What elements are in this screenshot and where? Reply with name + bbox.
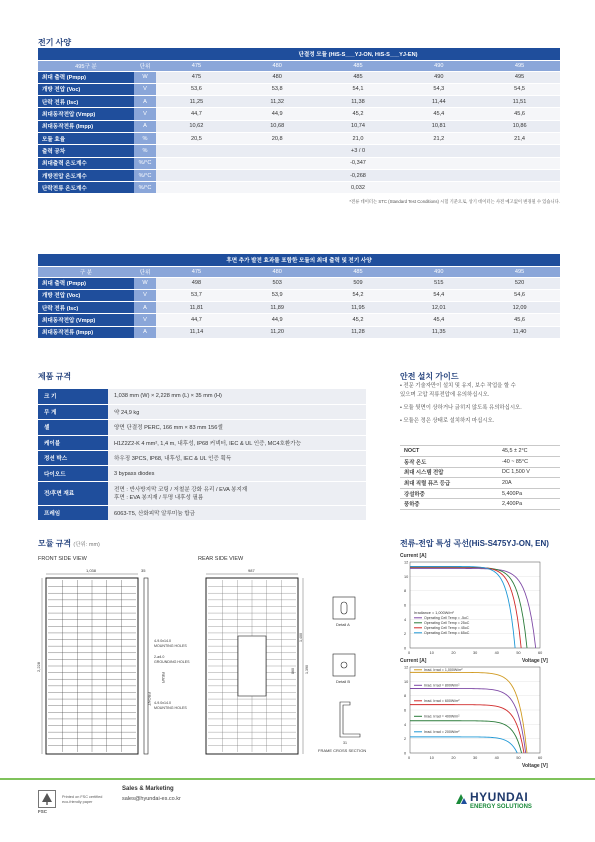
row-value: 520: [479, 277, 560, 289]
svg-text:35: 35: [141, 568, 146, 573]
hyundai-logo: [454, 790, 564, 818]
row-value: 53,7: [156, 289, 237, 301]
col-label: 495구 분: [38, 60, 134, 71]
legend-entry: Irrad. Irrad = 800W/m²: [424, 683, 460, 688]
x-tick-label: 40: [494, 756, 499, 760]
row-value: 10,81: [398, 120, 479, 132]
row-unit: %: [134, 132, 156, 144]
row-label: 개방전압 온도계수: [38, 169, 134, 181]
spec-row: [38, 481, 366, 505]
safety-value: 5,400Pa: [498, 488, 560, 499]
row-value: 53,8: [237, 83, 318, 95]
row-value: 11,25: [156, 96, 237, 108]
safety-row: [400, 467, 560, 478]
row-value: 45,2: [318, 108, 399, 120]
svg-text:Detail B: Detail B: [336, 679, 351, 684]
iv-curve: [410, 568, 536, 648]
row-value: 20,8: [237, 132, 318, 144]
table-row: [38, 277, 560, 289]
x-tick-label: 50: [516, 651, 521, 655]
row-unit: A: [134, 326, 156, 338]
row-value: 11,14: [156, 326, 237, 338]
svg-text:4-9.0x14.0: 4-9.0x14.0: [154, 639, 171, 643]
row-label: 최대동작전류 (Impp): [38, 326, 134, 338]
y-tick-label: 8: [404, 694, 407, 699]
frame-cross-section: [318, 702, 366, 753]
svg-text:2,228: 2,228: [36, 661, 41, 672]
row-value: 45,6: [479, 314, 560, 326]
y-tick-label: 12: [404, 665, 409, 670]
table-row: [38, 169, 560, 181]
y-tick-label: 10: [404, 574, 409, 579]
x-tick-label: 40: [494, 651, 499, 655]
stc-note: *전류 데이터는 STC (Standard Test Conditions) 시험 기준으로, 상기 데이터는 사전 예고없이 변경될 수 있습니다.: [349, 199, 560, 205]
row-value: 10,86: [479, 120, 560, 132]
row-value: 11,95: [318, 302, 399, 314]
row-unit: A: [134, 302, 156, 314]
svg-text:GROUNDING HOLES: GROUNDING HOLES: [154, 660, 190, 664]
row-label: 단락전류 온도계수: [38, 182, 134, 194]
safety-key: NOCT: [400, 446, 498, 457]
svg-text:1,400: 1,400: [299, 633, 303, 642]
table-row: [38, 182, 560, 194]
svg-text:MOUNTING HOLES: MOUNTING HOLES: [154, 706, 187, 710]
row-value: 45,4: [398, 108, 479, 120]
row-value: 509: [318, 277, 399, 289]
row-unit: V: [134, 108, 156, 120]
row-unit: %/°C: [134, 157, 156, 169]
svg-text:987: 987: [248, 568, 255, 573]
power-col-header: 480: [237, 60, 318, 71]
guide-item: • 모듈 뒷면이 상하거나 긁히지 않도록 유의하십시오.: [400, 405, 522, 411]
row-label: 최대동작전류 (Impp): [38, 120, 134, 132]
spec-key: 케이블: [38, 435, 108, 450]
bifacial-header: 후면 추가 발전 효과를 포함한 모듈의 최대 출력 및 전기 사양: [38, 254, 560, 266]
guide-item: • 모듈은 정은 상태로 설치하지 마십시오.: [400, 418, 495, 424]
row-value: 10,74: [318, 120, 399, 132]
guide-item: 있으며 고압 직류전압에 유의하십시오.: [400, 392, 490, 398]
x-tick-label: 60: [538, 651, 543, 655]
row-value: 495: [479, 71, 560, 83]
legend-entry: Irrad. Irrad = 200W/m²: [424, 730, 460, 734]
power-col-header: 495: [479, 266, 560, 277]
safety-key: 풍하중: [400, 499, 498, 510]
row-value: 54,3: [398, 83, 479, 95]
legend-entry: Irrad. Irrad = 1,000W/m²: [424, 668, 463, 672]
iv-chart-temperature: [400, 550, 560, 662]
brand-sub: ENERGY SOLUTIONS: [470, 804, 532, 810]
detail-a: [333, 597, 355, 627]
power-col-header: 490: [398, 60, 479, 71]
table-row: [38, 314, 560, 326]
x-tick-label: 50: [516, 756, 521, 760]
spec-row: [38, 451, 366, 466]
safety-row: [400, 499, 560, 510]
spec-key: 무 게: [38, 404, 108, 419]
power-col-header: 490: [398, 266, 479, 277]
row-value: 53,6: [156, 83, 237, 95]
front-view: [36, 568, 166, 754]
table-row: [38, 71, 560, 83]
row-label: 모듈 효율: [38, 132, 134, 144]
row-unit: V: [134, 289, 156, 301]
drawing-title: 모듈 규격 (단위: mm): [38, 539, 100, 548]
svg-text:1,038: 1,038: [86, 568, 97, 573]
y-tick-label: 6: [404, 603, 407, 608]
row-unit: %: [134, 145, 156, 157]
spec-row: [38, 389, 366, 404]
row-value: 11,81: [156, 302, 237, 314]
spec-row: [38, 505, 366, 520]
y-tick-label: 2: [404, 632, 407, 637]
row-value: 11,38: [318, 96, 399, 108]
footer-line: [0, 778, 595, 780]
table-row: [38, 83, 560, 95]
x-tick-label: 0: [408, 756, 411, 760]
spec-row: [38, 404, 366, 419]
row-unit: %/°C: [134, 182, 156, 194]
row-value: 10,62: [156, 120, 237, 132]
fsc-mark: FSC: [38, 809, 47, 814]
y-tick-label: 0: [404, 751, 407, 756]
fsc-text: Printed on FSC certified eco-friendly paper: [62, 795, 103, 804]
row-value: 0,032: [156, 182, 560, 194]
spec-key: 정션 박스: [38, 451, 108, 466]
product-spec-title: 제품 규격: [38, 372, 72, 381]
row-label: 개방 전압 (Voc): [38, 289, 134, 301]
svg-text:1,390: 1,390: [305, 665, 309, 674]
row-value: 11,28: [318, 326, 399, 338]
y-tick-label: 0: [404, 646, 407, 651]
electrical-table-2: [38, 254, 560, 339]
power-col-header: 480: [237, 266, 318, 277]
x-tick-label: 10: [429, 651, 434, 655]
row-label: 단락 전류 (Isc): [38, 302, 134, 314]
safety-value: 45,5 ± 2°C: [498, 446, 560, 457]
x-tick-label: 0: [408, 651, 411, 655]
svg-text:4-9.0x14.0: 4-9.0x14.0: [154, 701, 171, 705]
sales-title: Sales & Marketing: [122, 786, 174, 792]
row-value: -0,268: [156, 169, 560, 181]
x-axis-label: Voltage [V]: [522, 763, 548, 769]
y-tick-label: 4: [404, 617, 407, 622]
power-col-header: 475: [156, 266, 237, 277]
svg-text:860: 860: [291, 668, 295, 674]
y-axis-label: Current [A]: [400, 658, 427, 664]
legend-entry: Operating Cell Temp = 25oC: [424, 621, 470, 625]
spec-value: 3 bypass diodes: [108, 466, 366, 481]
row-value: 54,6: [479, 289, 560, 301]
power-col-header: 485: [318, 60, 399, 71]
y-tick-label: 6: [404, 708, 407, 713]
safety-row: [400, 478, 560, 489]
spec-value: 6063-T5, 산화피막 알루미늄 합금: [108, 505, 366, 520]
row-label: 출력 공차: [38, 145, 134, 157]
fsc-tree-icon: [38, 790, 56, 808]
spec-value: H1Z2Z2-K 4 mm², 1,4 m, 내후성, IP68 커넥터, IEC & UL 인증, MC4호환가능: [108, 435, 366, 450]
safety-row: [400, 457, 560, 468]
power-col-header: 475: [156, 60, 237, 71]
row-value: 11,20: [237, 326, 318, 338]
spec-key: 셀: [38, 420, 108, 435]
table-row: [38, 157, 560, 169]
power-col-header: 485: [318, 266, 399, 277]
row-value: 475: [156, 71, 237, 83]
safety-key: 강설하중: [400, 488, 498, 499]
safety-value: -40 ~ 85°C: [498, 457, 560, 468]
safety-key: 최대 직렬 퓨즈 등급: [400, 478, 498, 489]
safety-key: 동작 온도: [400, 457, 498, 468]
row-value: 20,5: [156, 132, 237, 144]
row-value: 45,4: [398, 314, 479, 326]
row-value: 515: [398, 277, 479, 289]
row-unit: V: [134, 83, 156, 95]
svg-text:REAR: REAR: [161, 672, 166, 684]
iv-chart-title: 전류-전압 특성 곡선(HiS-S475YJ-ON, EN): [400, 539, 549, 548]
row-unit: %/°C: [134, 169, 156, 181]
spec-value: 약 24,9 kg: [108, 404, 366, 419]
spec-value: 전면 : 반사방지막 코팅 / 저철분 강화 유리 / EVA 봉지재 후면 : EVA 봉지재 / 투명 내후성 필름: [108, 481, 366, 505]
row-label: 최대 출력 (Pmpp): [38, 71, 134, 83]
product-spec-table: [38, 389, 366, 521]
legend-entry: Irrad. Irrad = 600W/m²: [424, 699, 460, 703]
table-row: [38, 289, 560, 301]
safety-table: [400, 445, 560, 510]
row-value: 44,7: [156, 108, 237, 120]
rear-view-label: REAR SIDE VIEW: [198, 556, 244, 562]
row-value: 11,89: [237, 302, 318, 314]
spec-key: 전/후면 재료: [38, 481, 108, 505]
y-tick-label: 2: [404, 737, 407, 742]
table-row: [38, 302, 560, 314]
row-label: 최대 출력 (Pmpp): [38, 277, 134, 289]
sales-email[interactable]: sales@hyundai-es.co.kr: [122, 796, 181, 802]
x-tick-label: 20: [451, 756, 456, 760]
y-axis-label: Current [A]: [400, 553, 427, 559]
row-value: 53,9: [237, 289, 318, 301]
row-label: 최대출력 온도계수: [38, 157, 134, 169]
iv-chart-irradiance: [400, 655, 560, 767]
front-view-label: FRONT SIDE VIEW: [38, 556, 87, 562]
table-row: [38, 108, 560, 120]
table-row: [38, 96, 560, 108]
x-axis-label: Voltage [V]: [522, 658, 548, 664]
safety-key: 최대 시스템 전압: [400, 467, 498, 478]
hyundai-logo-icon: [454, 792, 468, 806]
y-tick-label: 12: [404, 560, 409, 565]
module-drawing: [38, 552, 383, 757]
row-value: 44,9: [237, 314, 318, 326]
row-label: 단락 전류 (Isc): [38, 96, 134, 108]
row-value: 21,4: [479, 132, 560, 144]
safety-row: [400, 446, 560, 457]
y-tick-label: 10: [404, 679, 409, 684]
row-unit: A: [134, 96, 156, 108]
detail-b: [333, 654, 355, 684]
iv-curve: [410, 566, 515, 648]
table-row: [38, 326, 560, 338]
spec-row: [38, 435, 366, 450]
row-value: 480: [237, 71, 318, 83]
spec-row: [38, 420, 366, 435]
row-value: 11,44: [398, 96, 479, 108]
safety-value: DC 1,500 V: [498, 467, 560, 478]
legend-entry: Operating Cell Temp = -5oC: [424, 616, 469, 620]
svg-text:Detail A: Detail A: [336, 622, 350, 627]
row-value: 21,0: [318, 132, 399, 144]
row-value: 11,35: [398, 326, 479, 338]
row-value: 498: [156, 277, 237, 289]
row-value: 54,5: [479, 83, 560, 95]
legend-entry: Operating Cell Temp = 65oC: [424, 631, 470, 635]
safety-value: 20A: [498, 478, 560, 489]
row-value: 11,32: [237, 96, 318, 108]
col-unit: 단위: [134, 266, 156, 277]
table-row: [38, 120, 560, 132]
row-label: 최대동작전압 (Vmpp): [38, 108, 134, 120]
safety-guide-list: [400, 382, 560, 430]
row-value: 44,7: [156, 314, 237, 326]
safety-value: 2,400Pa: [498, 499, 560, 510]
svg-text:2-ø4.0: 2-ø4.0: [154, 655, 165, 659]
x-tick-label: 30: [473, 651, 478, 655]
iv-curve: [410, 567, 527, 648]
rear-view: [154, 568, 309, 754]
svg-text:FRAME CROSS SECTION: FRAME CROSS SECTION: [318, 748, 367, 753]
row-value: 21,2: [398, 132, 479, 144]
y-tick-label: 4: [404, 722, 407, 727]
x-tick-label: 20: [451, 651, 456, 655]
row-value: 490: [398, 71, 479, 83]
spec-value: 1,038 mm (W) × 2,228 mm (L) × 35 mm (H): [108, 389, 366, 404]
guide-item: • 전문 기술자만이 설치 및 유지, 보수 작업을 할 수: [400, 383, 516, 389]
row-unit: A: [134, 120, 156, 132]
spec-key: 다이오드: [38, 466, 108, 481]
col-label: 구 분: [38, 266, 134, 277]
spec-value: 양면 단결정 PERC, 166 mm × 83 mm 156셀: [108, 420, 366, 435]
safety-row: [400, 488, 560, 499]
row-value: -0,347: [156, 157, 560, 169]
iv-curve: [410, 737, 517, 753]
row-value: 11,51: [479, 96, 560, 108]
row-label: 최대동작전압 (Vmpp): [38, 314, 134, 326]
svg-text:MOUNTING HOLES: MOUNTING HOLES: [154, 644, 187, 648]
legend-entry: Operating Cell Temp = 45oC: [424, 626, 470, 630]
row-value: 12,01: [398, 302, 479, 314]
row-value: 10,68: [237, 120, 318, 132]
safety-title: 안전 설치 가이드: [400, 372, 459, 381]
spec-key: 크 기: [38, 389, 108, 404]
spec-row: [38, 466, 366, 481]
y-tick-label: 8: [404, 589, 407, 594]
row-value: 45,2: [318, 314, 399, 326]
legend-title: Irradiance = 1,000W/m²: [414, 611, 454, 615]
electrical-section-title: 전기 사양: [38, 38, 72, 47]
row-value: 44,9: [237, 108, 318, 120]
brand-name: HYUNDAI: [470, 790, 529, 804]
table-row: [38, 132, 560, 144]
row-value: 54,4: [398, 289, 479, 301]
x-tick-label: 60: [538, 756, 543, 760]
row-value: 485: [318, 71, 399, 83]
electrical-table-1: [38, 48, 560, 205]
iv-curve: [410, 567, 521, 648]
col-unit: 단위: [134, 60, 156, 71]
row-value: 54,1: [318, 83, 399, 95]
row-unit: W: [134, 71, 156, 83]
legend-entry: Irrad. Irrad = 400W/m²: [424, 714, 460, 719]
x-tick-label: 10: [429, 756, 434, 760]
row-value: 54,2: [318, 289, 399, 301]
power-col-header: 495: [479, 60, 560, 71]
row-value: +3 / 0: [156, 145, 560, 157]
row-label: 개방 전압 (Voc): [38, 83, 134, 95]
model-header: 단결정 모듈 (HiS-S___YJ-ON, HiS-S___YJ-EN): [156, 48, 560, 60]
row-value: 503: [237, 277, 318, 289]
row-value: 11,40: [479, 326, 560, 338]
spec-key: 프레임: [38, 505, 108, 520]
svg-text:FRONT: FRONT: [147, 692, 152, 706]
table-row: [38, 145, 560, 157]
x-tick-label: 30: [473, 756, 478, 760]
svg-text:31: 31: [343, 741, 347, 745]
iv-curve: [410, 705, 524, 753]
spec-value: 하우징 3PCS, IP68, 내후성, IEC & UL 인증 획득: [108, 451, 366, 466]
row-value: 45,6: [479, 108, 560, 120]
row-value: 12,09: [479, 302, 560, 314]
row-unit: W: [134, 277, 156, 289]
row-unit: V: [134, 314, 156, 326]
